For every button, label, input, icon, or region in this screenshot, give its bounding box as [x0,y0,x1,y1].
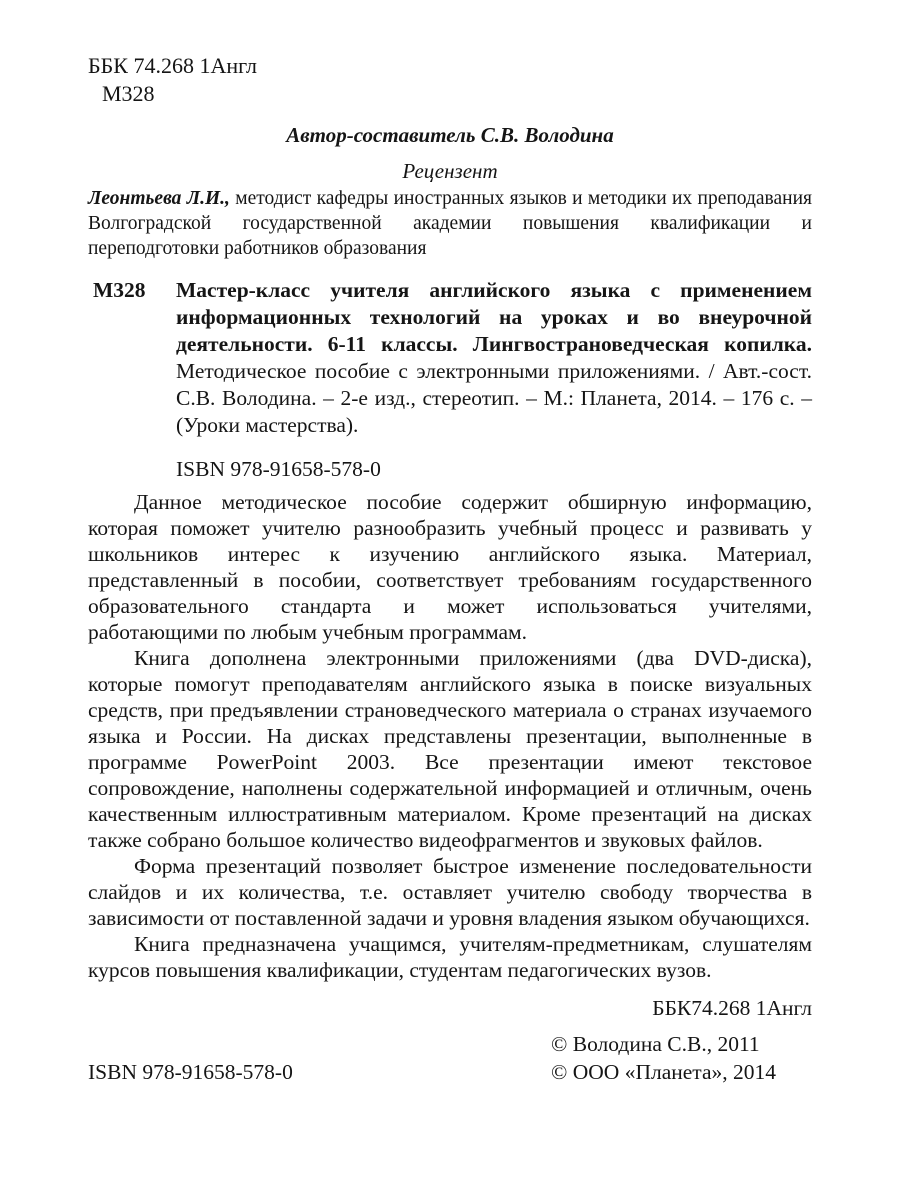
reviewer-name: Леонтьева Л.И., [88,188,230,209]
annotation-paragraph: Книга предназначена учащимся, учителям-предметникам, слушателям курсов повышения квалификации, студентам педагогических вузов. [88,932,812,982]
annotation-paragraph: Форма презентаций позволяет быстрое изменение последовательности слайдов и их количества, т.е. оставляет учителю свободу творчества в зависимости от поставленной задачи и уровня владения языком обучающихся. [88,854,812,930]
catalog-entry-title: Мастер-класс учителя английского языка с применением информационных технологий на уроках и во внеурочной деятельности. 6-11 классы. Лингвострановедческая копилка. [176,278,812,356]
bbk-classification-bottom: ББК74.268 1Англ [652,996,812,1020]
bbk-classification: ББК 74.268 1Англ [88,53,257,78]
annotation-paragraph: Книга дополнена электронными приложениями (два DVD-диска), которые помогут преподавателям английского языка в поиске визуальных средств, при предъявлении страноведческого материала о странах изучаемого языка и России. На дисках представлены презентации, выполненные в программе PowerPoint 2003. Все презентации имеют текстовое сопровождение, наполнены содержательной информацией и отличным, очень качественным иллюстративным материалом. Кроме презентаций на дисках также собрано большое количество видеофрагментов и звуковых файлов. [88,646,812,852]
catalog-entry [88,277,812,439]
bottom-row [88,1030,812,1086]
reviewer-heading: Рецензент [402,159,498,183]
catalog-entry-details: Методическое пособие с электронными приложениями. / Авт.-сост. С.В. Володина. – 2-е изд., стереотип. – М.: Планета, 2014. – 176 с. – (Уроки мастерства). [176,359,812,437]
isbn-number-bottom: ISBN 978-91658-578-0 [88,1060,293,1084]
annotation-paragraph: Данное методическое пособие содержит обширную информацию, которая поможет учителю разнообразить учебный процесс и развивать у школьников интерес к изучению английского языка. Материал, представленный в пособии, соответствует требованиям государственного образовательного стандарта и может использоваться учителями, работающими по любым учебным программам. [88,490,812,644]
copyright-block [551,1030,812,1086]
copyright-author: © Володина С.В., 2011 [551,1032,760,1056]
book-code: М328 [102,81,155,106]
reviewer-paragraph [88,186,812,261]
compiler-line: Автор-составитель С.В. Володина [286,123,614,147]
isbn-number: ISBN 978-91658-578-0 [176,457,381,481]
reviewer-description: методист кафедры иностранных языков и методики их преподавания Волгоградской государственной академии повышения квалификации и переподготовки работников образования [88,188,812,259]
copyright-publisher: © ООО «Планета», 2014 [551,1060,776,1084]
catalog-entry-code: М328 [93,278,146,302]
